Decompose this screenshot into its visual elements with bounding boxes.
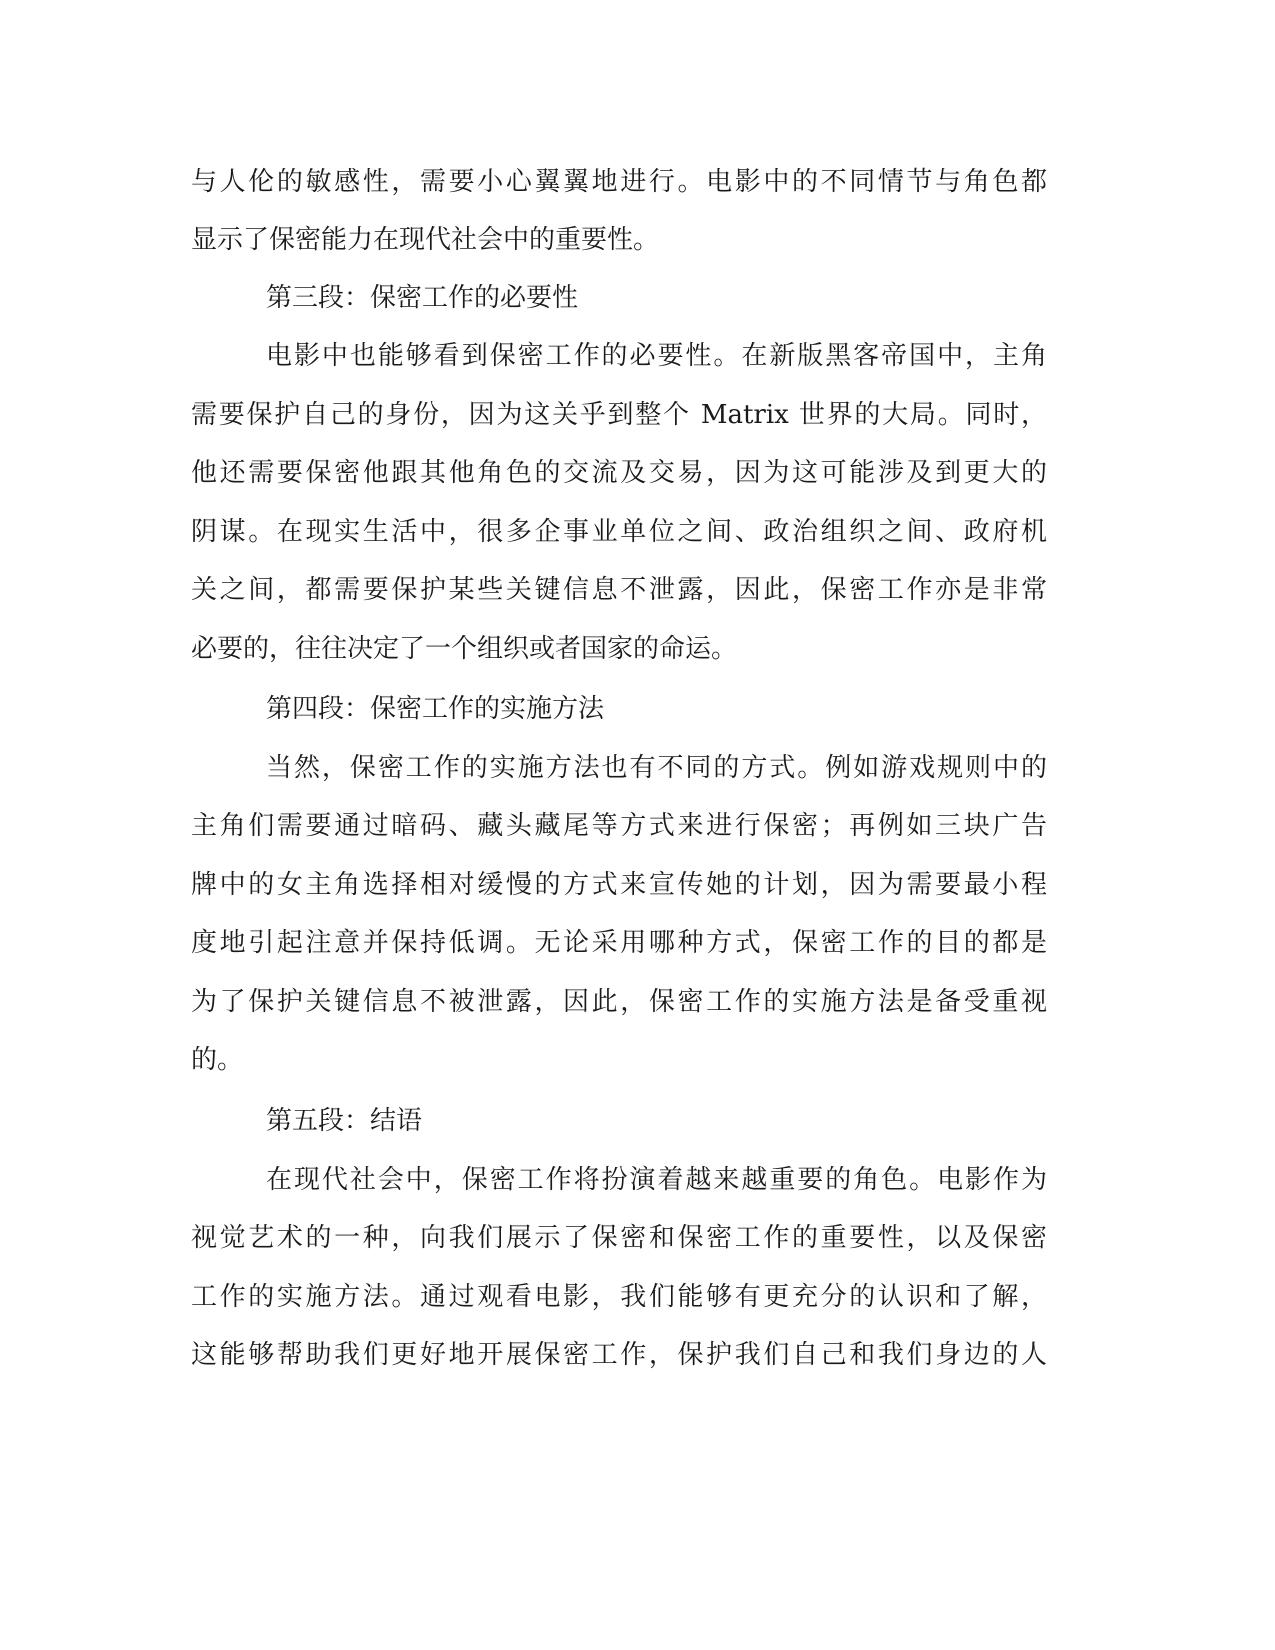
body-line: 与人伦的敏感性，需要小心翼翼地进行。电影中的不同情节与角色都 [191, 167, 1047, 197]
body-line: 他还需要保密他跟其他角色的交流及交易，因为这可能涉及到更大的 [191, 458, 1047, 488]
body-line: 电影中也能够看到保密工作的必要性。在新版黑客帝国中，主角 [266, 341, 1047, 371]
section-heading-3: 第三段：保密工作的必要性 [266, 283, 579, 313]
body-line: 牌中的女主角选择相对缓慢的方式来宣传她的计划，因为需要最小程 [191, 870, 1047, 900]
section-heading-4: 第四段：保密工作的实施方法 [266, 694, 605, 724]
body-line: 阴谋。在现实生活中，很多企事业单位之间、政治组织之间、政府机 [191, 517, 1047, 547]
body-line: 度地引起注意并保持低调。无论采用哪种方式，保密工作的目的都是 [191, 928, 1047, 958]
body-line: 显示了保密能力在现代社会中的重要性。 [191, 225, 660, 255]
body-line: 为了保护关键信息不被泄露，因此，保密工作的实施方法是备受重视 [191, 987, 1047, 1017]
body-line: 的。 [191, 1045, 244, 1075]
body-line: 视觉艺术的一种，向我们展示了保密和保密工作的重要性，以及保密 [191, 1223, 1047, 1253]
body-line: 这能够帮助我们更好地开展保密工作，保护我们自己和我们身边的人 [191, 1340, 1047, 1370]
section-heading-5: 第五段：结语 [266, 1106, 423, 1136]
body-line: 当然，保密工作的实施方法也有不同的方式。例如游戏规则中的 [266, 753, 1047, 783]
body-line: 在现代社会中，保密工作将扮演着越来越重要的角色。电影作为 [266, 1165, 1047, 1195]
body-line: 工作的实施方法。通过观看电影，我们能够有更充分的认识和了解， [191, 1282, 1047, 1312]
body-line: 关之间，都需要保护某些关键信息不泄露，因此，保密工作亦是非常 [191, 575, 1047, 605]
body-line: 必要的，往往决定了一个组织或者国家的命运。 [191, 634, 738, 664]
body-line: 需要保护自己的身份，因为这关乎到整个 Matrix 世界的大局。同时， [191, 400, 1047, 430]
body-line: 主角们需要通过暗码、藏头藏尾等方式来进行保密；再例如三块广告 [191, 811, 1047, 841]
